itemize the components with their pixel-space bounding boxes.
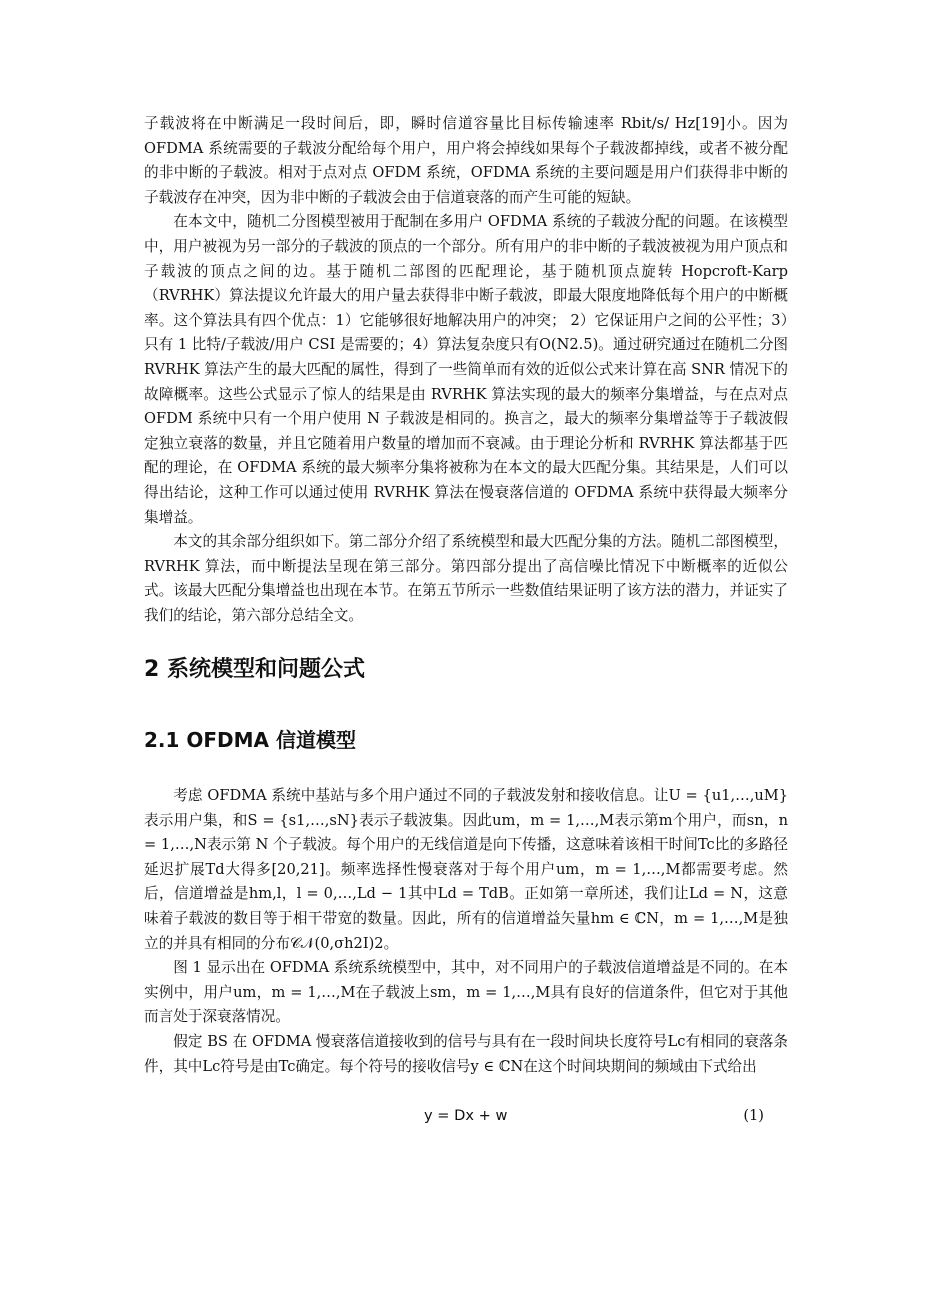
intro-paragraph-1: 子载波将在中断满足一段时间后，即，瞬时信道容量比目标传输速率 Rbit/s/ Hz[19]小。因为 OFDMA 系统需要的子载波分配给每个用户，用户将会掉线如果每个子载波都掉线，或者不被分配的非中断的子载波。相对于点对点 OFDM 系统，OFDMA 系统的主要问题是用户们获得非中断的子载波存在冲突，因为非中断的子载波会由于信道衰落的而产生可能的短缺。 [144,115,788,206]
channel-model-section [144,784,788,1079]
equation-row [144,1104,764,1128]
intro-paragraph-3: 本文的其余部分组织如下。第二部分介绍了系统模型和最大匹配分集的方法。随机二部图模型，RVRHK 算法，而中断提法呈现在第三部分。第四部分提出了高信噪比情况下中断概率的近似公式。该最大匹配分集增益也出现在本节。在第五节所示一些数值结果证明了该方法的潜力，并证实了我们的结论，第六部分总结全文。 [144,533,788,624]
section-heading: 2 系统模型和问题公式 [144,657,365,682]
equation-expression: y = Dx + w [424,1107,508,1124]
model-paragraph-3: 假定 BS 在 OFDMA 慢衰落信道接收到的信号与具有在一段时间块长度符号Lc有相同的衰落条件，其中Lc符号是由Tc确定。每个符号的接收信号y ∈ ℂN在这个时间块期间的频域由下式给出 [144,1032,788,1075]
subsection-heading: 2.1 OFDMA 信道模型 [144,728,357,752]
model-paragraph-2: 图 1 显示出在 OFDMA 系统系统模型中，其中，对不同用户的子载波信道增益是不同的。在本实例中，用户um，m = 1,…,M在子载波上sm，m = 1,…,M具有良好的信道条件，但它对于其他而言处于深衰落情况。 [144,959,788,1026]
model-paragraph-1: 考虑 OFDMA 系统中基站与多个用户通过不同的子载波发射和接收信息。让U = {u1,…,uM}表示用户集，和S = {s1,…,sN}表示子载波集。因此um，m = 1,…,M表示第m个用户，而sn，n = 1,…,N表示第 N 个子载波。每个用户的无线信道是向下传播，这意味着该相干时间Tc比的多路径延迟扩展Td大得多[20,21]。频率选择性慢衰落对于每个用户um，m = 1,…,M都需要考虑。然后，信道增益是hm,l，l = 0,…,Ld − 1其中Ld = TdB。正如第一章所述，我们让Ld = N，这意味着子载波的数目等于相干带宽的数量。因此，所有的信道增益矢量hm ∈ ℂN，m = 1,…,M是独立的并具有相同的分布𝒞𝒩(0,σh2I)2。 [144,787,788,952]
intro-paragraph-2: 在本文中，随机二分图模型被用于配制在多用户 OFDMA 系统的子载波分配的问题。在该模型中，用户被视为另一部分的子载波的顶点的一个部分。所有用户的非中断的子载波被视为用户顶点和子载波的顶点之间的边。基于随机二部图的匹配理论，基于随机顶点旋转 Hopcroft-Karp（RVRHK）算法提议允许最大的用户量去获得非中断子载波，即最大限度地降低每个用户的中断概率。这个算法具有四个优点：1）它能够很好地解决用户的冲突； 2）它保证用户之间的公平性；3）只有 1 比特/子载波/用户 CSI 是需要的；4）算法复杂度只有O(N2.5)。通过研究通过在随机二分图 RVRHK 算法产生的最大匹配的属性，得到了一些简单而有效的近似公式来计算在高 SNR 情况下的故障概率。这些公式显示了惊人的结果是由 RVRHK 算法实现的最大的频率分集增益，与在点对点 OFDM 系统中只有一个用户使用 N 子载波是相同的。换言之，最大的频率分集增益等于子载波假定独立衰落的数量，并且它随着用户数量的增加而不衰减。由于理论分析和 RVRHK 算法都基于匹配的理论，在 OFDMA 系统的最大频率分集将被称为在本文的最大匹配分集。其结果是，人们可以得出结论，这种工作可以通过使用 RVRHK 算法在慢衰落信道的 OFDMA 系统中获得最大频率分集增益。 [144,213,789,526]
intro-section [144,112,788,628]
equation-number: (1) [743,1107,764,1124]
